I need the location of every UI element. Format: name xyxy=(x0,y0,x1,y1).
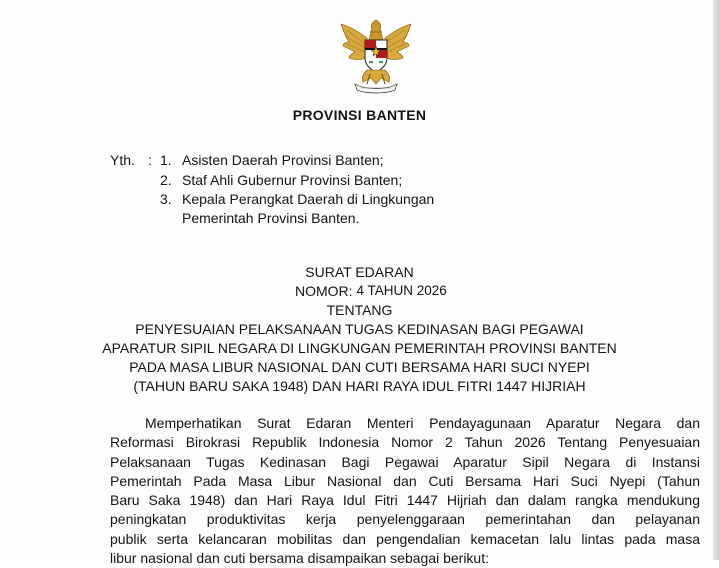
recipient-number: 3. xyxy=(160,191,172,207)
salutation: Yth. xyxy=(110,152,135,168)
recipient-text-continued: Pemerintah Provinsi Banten. xyxy=(182,210,360,226)
salutation-colon: : xyxy=(148,152,152,168)
recipient-number: 2. xyxy=(160,172,172,188)
about-heading: TENTANG xyxy=(326,302,393,318)
body-line: Memperhatikan Surat Edaran Menteri Pendayagunaan Aparatur Negara dan xyxy=(145,415,700,431)
page-edge xyxy=(713,0,719,560)
recipient-item xyxy=(160,191,434,207)
subject-line: PADA MASA LIBUR NASIONAL DAN CUTI BERSAMA HARI SUCI NYEPI xyxy=(129,359,590,375)
body-line: libur nasional dan cuti bersama disampaikan sebagai berikut: xyxy=(110,550,489,567)
number-value: 4 TAHUN 2026 xyxy=(356,283,447,298)
recipient-text: Asisten Daerah Provinsi Banten; xyxy=(182,152,384,168)
recipient-item xyxy=(160,172,402,188)
recipient-item xyxy=(160,152,384,168)
body-line: publik serta kelancaran mobilitas dan pengendalian kemacetan lalu lintas pada masa xyxy=(110,530,700,547)
number-label: NOMOR: xyxy=(295,283,353,299)
body-line: Baru Saka 1948) dan Hari Raya Idul Fitri 1447 Hijriah dan dalam rangka mendukung xyxy=(110,492,700,509)
recipient-text: Kepala Perangkat Daerah di Lingkungan xyxy=(182,191,435,207)
subject-line: (TAHUN BARU SAKA 1948) DAN HARI RAYA IDUL FITRI 1447 HIJRIAH xyxy=(133,378,586,394)
subject-line: PENYESUAIAN PELAKSANAAN TUGAS KEDINASAN BAGI PEGAWAI xyxy=(135,321,584,337)
garuda-emblem-icon xyxy=(337,18,415,94)
recipient-text: Staf Ahli Gubernur Provinsi Banten; xyxy=(182,172,403,188)
document-number xyxy=(295,283,447,299)
body-paragraph xyxy=(110,414,700,568)
body-line: peningkatan produktivitas kerja penyelenggaraan pemerintahan dan pelayanan xyxy=(110,511,700,528)
body-line: Pemerintah Pada Masa Libur Nasional dan Cuti Bersama Hari Suci Nyepi (Tahun xyxy=(110,472,700,489)
subject-line: APARATUR SIPIL NEGARA DI LINGKUNGAN PEMERINTAH PROVINSI BANTEN xyxy=(102,340,617,356)
body-line: Pelaksanaan Tugas Kedinasan Bagi Pegawai Aparatur Sipil Negara di Instansi xyxy=(110,453,700,470)
recipient-number: 1. xyxy=(160,152,172,168)
body-line: Reformasi Birokrasi Republik Indonesia Nomor 2 Tahun 2026 Tentang Penyesuaian xyxy=(110,434,700,451)
document-type: SURAT EDARAN xyxy=(305,264,414,280)
province-heading: PROVINSI BANTEN xyxy=(292,107,427,123)
